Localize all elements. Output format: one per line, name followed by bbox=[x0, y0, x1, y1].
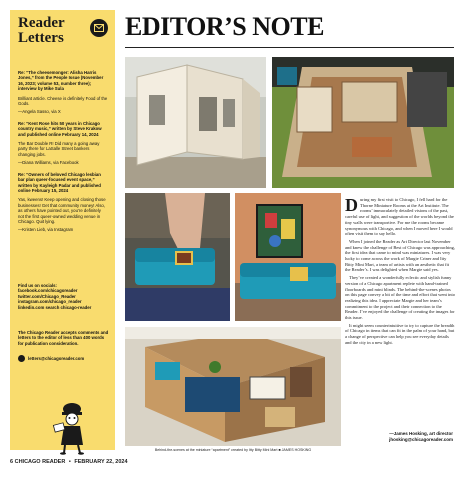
article-paragraph: They’ve created a wonderfully eclectic and stylish funny version of a Chicago apartment replete with hand-trained floorboards and mini blinds. The behind-the-scenes photos on this page convey a bit of the time and effort that went into realizing this idea. I appreciate Margie and her team’s commitment to the project and their connection to the Reader. I’ve enjoyed the challenge of creating the images for this issue. bbox=[345, 275, 456, 321]
photo-model-walls bbox=[125, 57, 266, 188]
title-divider bbox=[125, 47, 454, 48]
letter-text: Brilliant article. Cheese is definitely Food of the Gods. bbox=[18, 95, 108, 107]
publication-name: CHICAGO READER bbox=[14, 459, 66, 465]
photo-credit: JAMES HOSKING bbox=[281, 448, 312, 452]
socials-block bbox=[18, 283, 110, 310]
issue-date: FEBRUARY 22, 2024 bbox=[74, 459, 128, 465]
photo-apartment-overhead bbox=[125, 327, 341, 446]
reader-mascot-illustration bbox=[50, 400, 95, 455]
letter-text: Yas, kweens! Keep opening and closing those businesses! Get that community money! Also, as others have pointed out, you’re definitely not the first queer-owned wedding venue in Chicago. Quit lying. bbox=[18, 197, 106, 224]
letter-sign: —Diana Williams, via Facebook bbox=[18, 160, 79, 166]
editor-article bbox=[345, 197, 455, 348]
socials-heading: Find us on socials: bbox=[18, 283, 57, 288]
letter-sign: —Angela Sasso, via X bbox=[18, 109, 61, 115]
letter-head: Re: “Kent Rose hits 50 years in Chicago country music,” written by Steve Krakow and published online February 14, 2024 bbox=[18, 120, 102, 137]
letter-item bbox=[18, 172, 108, 233]
letters-email-row[interactable] bbox=[18, 355, 84, 362]
letter-text: The Bar Double R! Did many a going away party there for LaSalle Street bankers changing jobs. bbox=[18, 141, 100, 157]
sidebar-header bbox=[10, 10, 115, 56]
submission-note: The Chicago Reader accepts comments and letters to the editor of less than 400 words for publication consideration. bbox=[18, 330, 109, 346]
email-icon bbox=[18, 355, 25, 362]
mail-icon bbox=[90, 19, 108, 37]
letter-item bbox=[18, 121, 108, 166]
social-link-facebook[interactable]: facebook.com/chicagoreader bbox=[18, 288, 78, 294]
page-title: EDITOR’S NOTE bbox=[125, 12, 324, 41]
sidebar-title-line1: Reader bbox=[18, 15, 65, 31]
drop-cap: D bbox=[345, 195, 358, 215]
social-link-instagram[interactable]: instagram.com/chicago_reader bbox=[18, 299, 82, 305]
page-footer bbox=[10, 459, 128, 465]
page-number: 6 bbox=[10, 459, 14, 465]
letter-head: Re: “Owners of beloved Chicago lesbian bar plan queer-focused event space,” written by Kayleigh Padar and published online February 15, 2024 bbox=[18, 171, 101, 193]
article-paragraph: It might seem counterintuitive to try to capture the breadth of Chicago in items that can fit in the palm of your hand, but a change of perspective can help you see everyday details and the city in a new light. bbox=[345, 322, 455, 345]
letter-head: Re: “The cheesemonger: Alisha Harris Jones,” from the People Issue (November 16, 2023; volume 53, number three); interview by Mike Sula bbox=[18, 70, 104, 92]
article-paragraph bbox=[345, 197, 455, 237]
letters-email[interactable]: letters@chicagoreader.com bbox=[28, 356, 85, 361]
photo-sofa-painting bbox=[235, 193, 341, 321]
photo-sofa-hand bbox=[125, 193, 230, 321]
letter-sign: —Kristen Lieb, via Instagram bbox=[18, 227, 74, 233]
letters-list bbox=[10, 56, 115, 233]
article-paragraph-text: uring my first visit to Chicago, I fell hard for the Thorne Miniature Rooms at the Art Institute. The rooms’ immaculately detailed visions of the past, careful use of light, and suggestion of the worlds beyond the tiny walls were transportive. For me the rooms became synonymous with Chicago, and when I moved here I would often visit them to say hello. bbox=[345, 197, 454, 237]
caption-text: Behind-the-scenes at the miniature “apartment” created by Itty Bitty Mini Mart bbox=[154, 448, 278, 452]
letters-sidebar bbox=[10, 10, 115, 450]
photo-model-room-top bbox=[272, 57, 454, 188]
article-byline bbox=[373, 431, 453, 443]
footer-separator: • bbox=[68, 459, 71, 465]
social-link-twitter[interactable]: twitter.com/Chicago_Reader bbox=[18, 293, 76, 299]
camera-icon: ■ bbox=[278, 448, 281, 452]
byline-email[interactable]: jhosking@chicagoreader.com bbox=[389, 437, 453, 442]
byline-name: —James Hosking, art director bbox=[389, 431, 453, 436]
letter-item bbox=[18, 70, 108, 115]
photo-caption bbox=[125, 448, 341, 452]
social-link-linkedin[interactable]: linkedin.com search chicago-reader bbox=[18, 304, 92, 310]
sidebar-title-line2: Letters bbox=[18, 30, 64, 46]
article-paragraph: When I joined the Reader as Art Director last November and knew the challenge of Best of Chicago was approaching, the first idea that came to mind was miniatures. I was very lucky to come across the work of Margie Criner and Itty Bitty Mini Mart, a team of artists with an aesthetic that fit the Reader’s. I was delighted when Margie said yes. bbox=[345, 238, 455, 273]
